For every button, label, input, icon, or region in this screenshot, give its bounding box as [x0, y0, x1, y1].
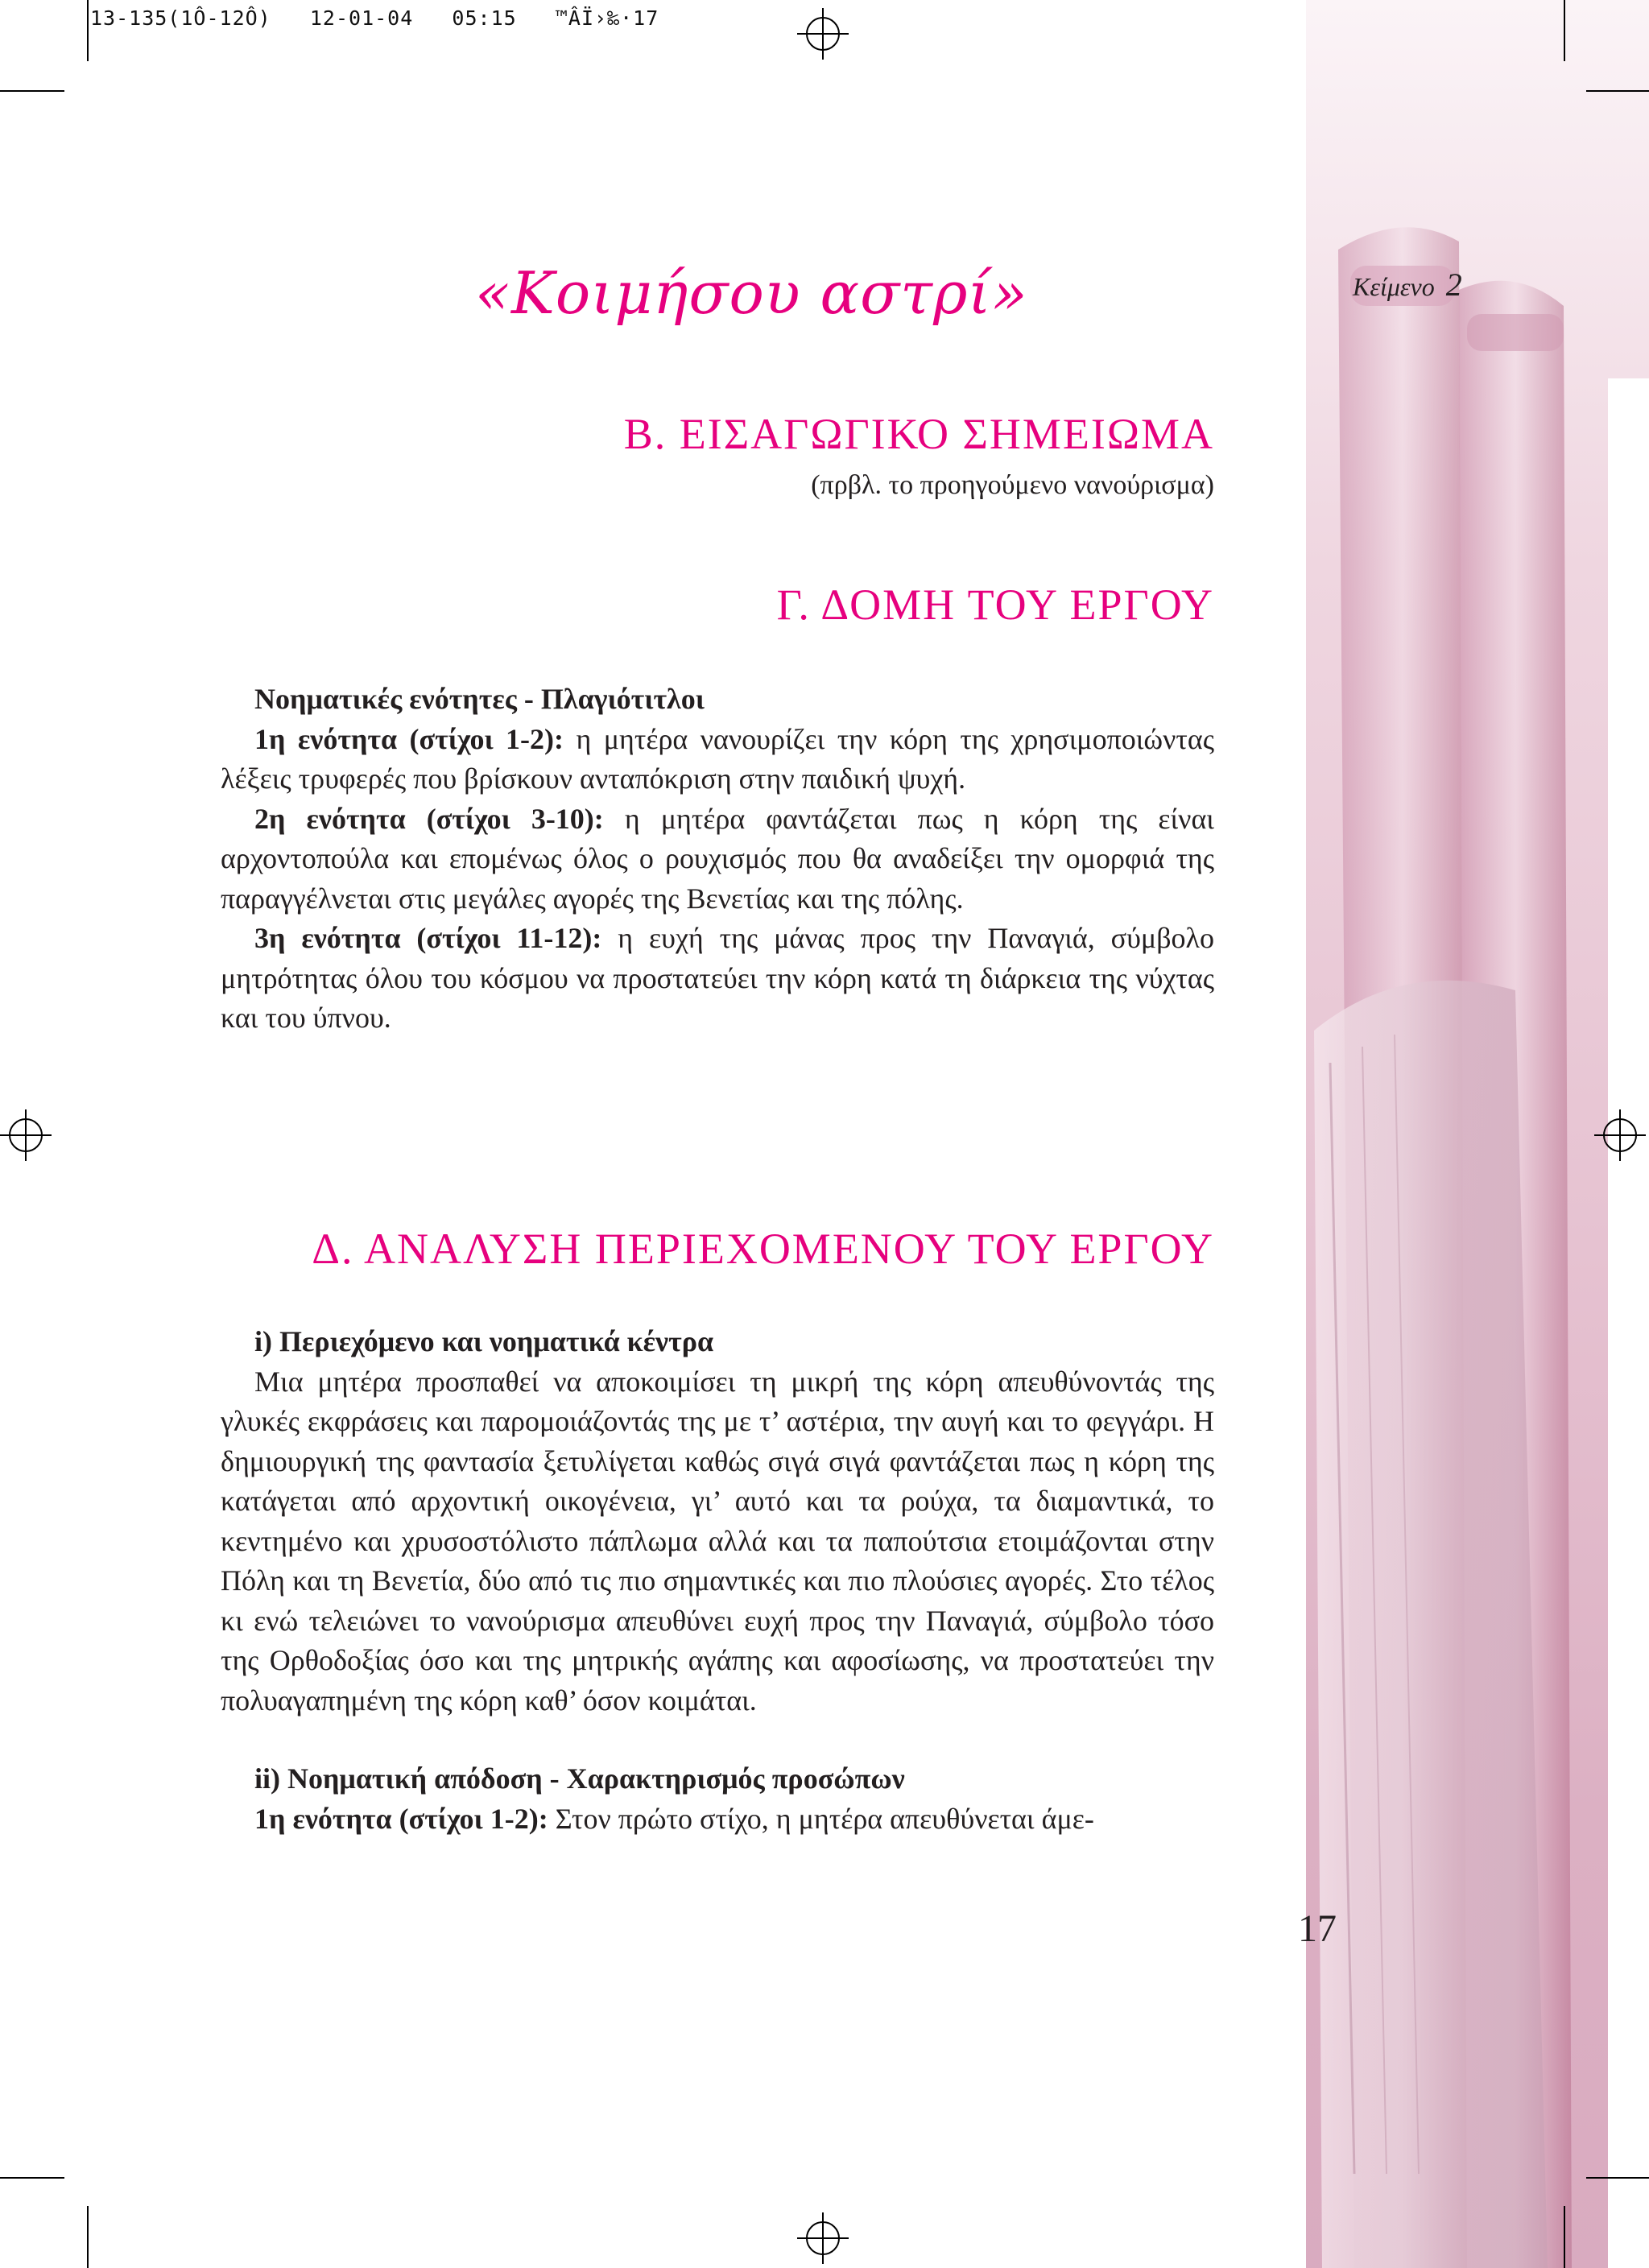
section-d-sub2-heading: ii) Νοηματική απόδοση - Χαρακτηρισμός προσώπων [254, 1762, 905, 1795]
page-title: «Κοιμήσου αστρί» [475, 259, 1028, 327]
crop-line [1586, 2177, 1649, 2179]
crop-line [1564, 2206, 1565, 2268]
crop-line [87, 0, 89, 61]
running-head-number: 2 [1445, 266, 1462, 303]
unit-paragraph [221, 720, 1214, 799]
unit-text: η μητέρα νανουρίζει την κόρη της χρησιμοποιώντας λέξεις τρυφερές που βρίσκουν ανταπόκριση στην παιδική ψυχή. [221, 722, 1214, 795]
crop-line [87, 2206, 89, 2268]
registration-mark-icon [1594, 1109, 1646, 1161]
unit-paragraph [221, 919, 1214, 1039]
section-d-sub1-paragraph: Μια μητέρα προσπαθεί να αποκοιμίσει τη μικρή της κόρη απευθύνοντάς της γλυκές εκφράσεις και παρομοιάζοντάς της με τ’ αστέρια, την αυγή και το φεγγάρι. Η δημιουργική της φαντασία ξετυλίγεται καθώς σιγά σιγά φαντάζεται πως η κόρη της κατάγεται από αρχοντική οικογένεια, γι’ αυτό και τα ρούχα, τα διαμαντικά, το κεντημένο και χρυσοστόλιστο πάπλωμα αλλά και τα παπούτσια ετοιμάζονται στην Πόλη και τη Βενετία, δύο από τις πιο σημαντικές και πιο πλούσιες αγορές. Στο τέλος κι ενώ τελειώνει το νανούρισμα απευθύνει ευχή προς την Παναγιά, σύμβολο τόσο της Ορθοδοξίας όσο και της μητρικής αγάπης και αφοσίωσης, να προστατεύει την πολυαγαπημένη της κόρη καθ’ όσον κοιμάται. [221, 1365, 1214, 1716]
running-head [1353, 266, 1462, 304]
spacer [221, 1721, 1214, 1759]
section-c-heading: Γ. ΔΟΜΗ ΤΟΥ ΕΡΓΟΥ [776, 580, 1214, 629]
print-slug-header: 13-135(1Ô-12Ô) 12-01-04 05:15 ™ÂÏ›‰·17 [90, 6, 659, 30]
section-d-sub1-heading: i) Περιεχόμενο και νοηματικά κέντρα [254, 1325, 714, 1357]
registration-mark-icon [0, 1109, 52, 1161]
page-number: 17 [1298, 1907, 1337, 1950]
section-b-heading: Β. ΕΙΣΑΓΩΓΙΚΟ ΣΗΜΕΙΩΜΑ [623, 410, 1214, 458]
unit-label: 2η ενότητα (στίχοι 3-10): [254, 802, 604, 835]
crop-line [1586, 90, 1649, 92]
section-c-subheading: Νοηματικές ενότητες - Πλαγιότιτλοι [254, 683, 705, 715]
running-head-label: Κείμενο [1353, 272, 1435, 301]
unit-paragraph [221, 799, 1214, 919]
unit-text: η μητέρα φαντάζεται πως η κόρη της είναι αρχοντοπούλα και επομένως όλος ο ρουχισμός που θα αναδείξει την ομορφιά της παραγγέλνεται στις μεγάλες αγορές της Βενετίας και της πόλης. [221, 802, 1214, 915]
unit-text: Στον πρώτο στίχο, η μητέρα απευθύνεται άμε- [548, 1802, 1094, 1835]
registration-mark-icon [797, 2212, 849, 2264]
unit-label: 1η ενότητα (στίχοι 1-2): [254, 722, 564, 755]
unit-label: 3η ενότητα (στίχοι 11-12): [254, 922, 602, 954]
section-d-heading: Δ. ΑΝΑΛΥΣΗ ΠΕΡΙΕΧΟΜΕΝΟΥ ΤΟΥ ΕΡΓΟΥ [312, 1225, 1214, 1273]
crop-line [0, 90, 64, 92]
crop-line [0, 2177, 64, 2179]
section-c-body [221, 680, 1214, 1039]
registration-mark-icon [797, 8, 849, 60]
section-d-sub2-paragraph [221, 1799, 1214, 1840]
unit-label: 1η ενότητα (στίχοι 1-2): [254, 1802, 548, 1835]
unit-text: η ευχή της μάνας προς την Παναγιά, σύμβολο μητρότητας όλου του κόσμου να προστατεύει την κόρη κατά τη διάρκεια της νύχτας και του ύπνου. [221, 922, 1214, 1034]
section-b-note: (πρβλ. το προηγούμενο νανούρισμα) [811, 470, 1214, 500]
crop-line [1564, 0, 1565, 61]
section-d-body [221, 1322, 1214, 1839]
